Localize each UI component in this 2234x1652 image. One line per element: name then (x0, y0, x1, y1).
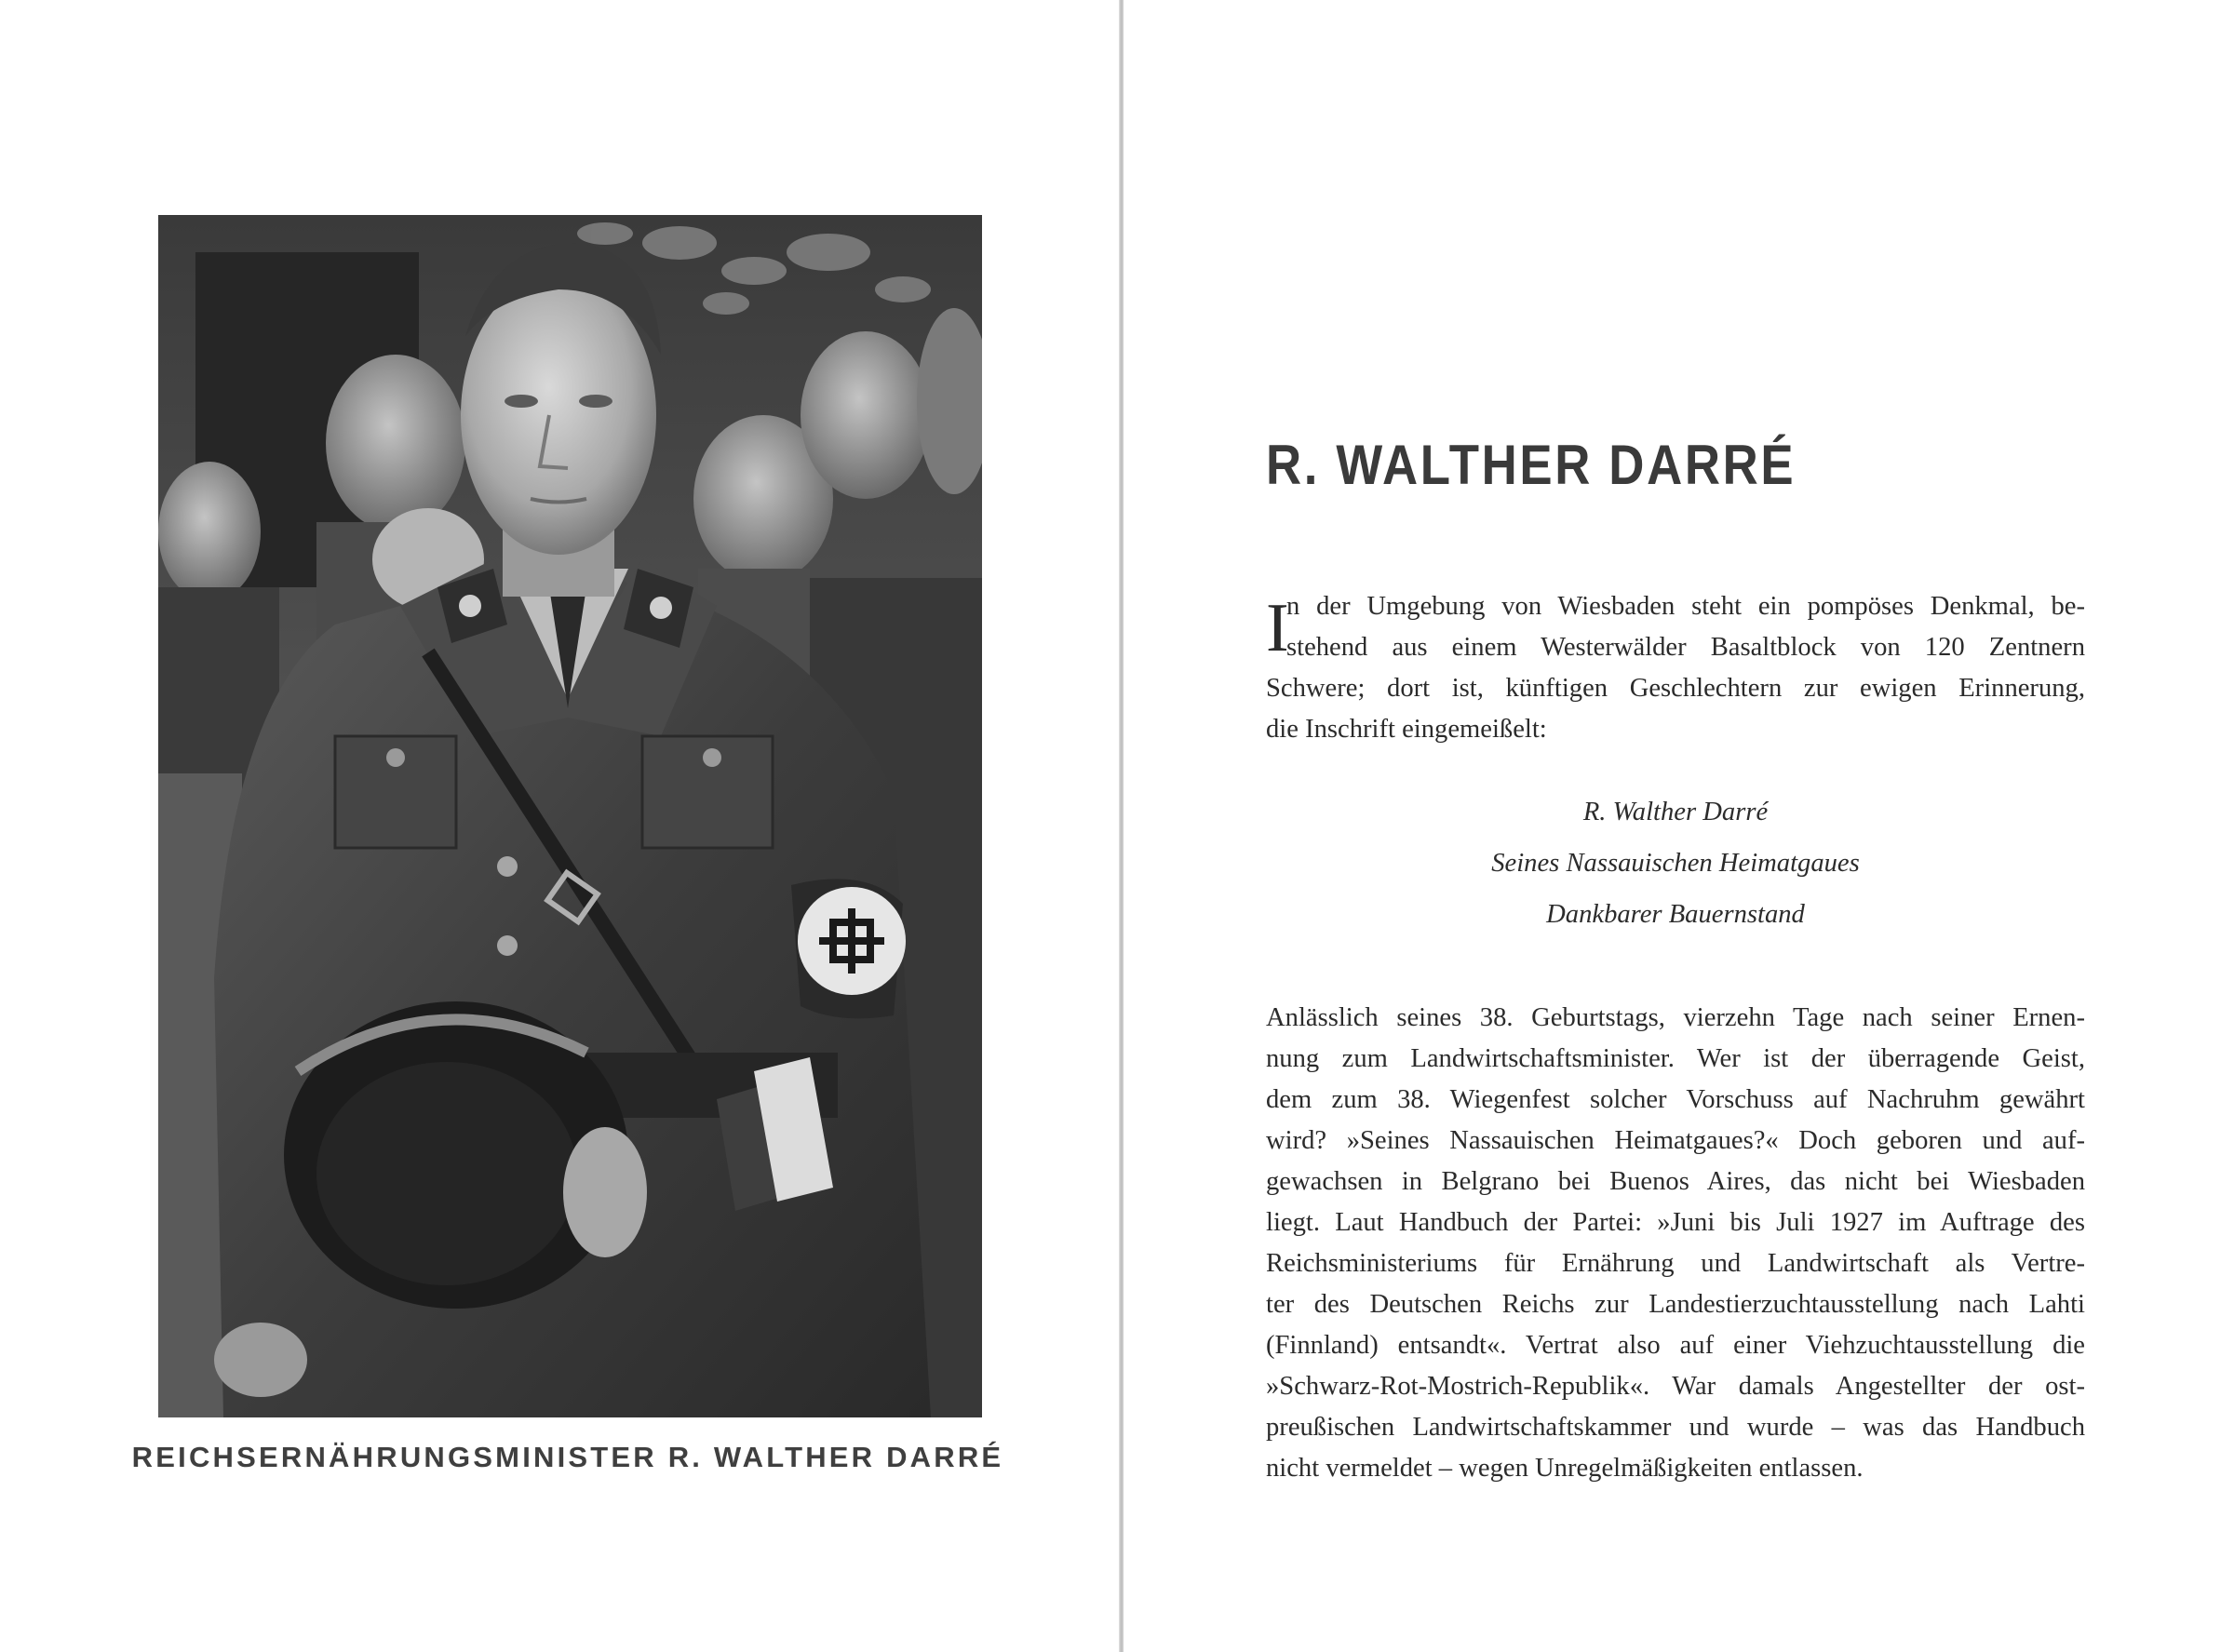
text-line: (Finnland) entsandt«. Vertrat also auf einer Viehzuchtausstellung die (1266, 1331, 2085, 1360)
text-line: gewachsen in Belgrano bei Buenos Aires, das nicht bei Wiesbaden (1266, 1167, 2085, 1196)
inscription-line: Dankbarer Bauernstand (1546, 900, 1805, 929)
photo-caption: REICHSERNÄHRUNGSMINISTER R. WALTHER DARRÉ (131, 1441, 1004, 1473)
portrait-photo-illustration (158, 215, 982, 1417)
text-line: n der Umgebung von Wiesbaden steht ein pompöses Denkmal, be- (1286, 592, 2085, 621)
text-line: Schwere; dort ist, künftigen Geschlechtern zur ewigen Erinnerung, (1266, 674, 2085, 703)
text-line: »Schwarz-Rot-Mostrich-Republik«. War damals Angestellter der ost- (1266, 1372, 2085, 1401)
text-line: Reichsministeriums für Ernährung und Landwirtschaft als Vertre- (1266, 1249, 2085, 1278)
text-line: wird? »Seines Nassauischen Heimatgaues?« Doch geboren und auf- (1266, 1126, 2085, 1155)
text-line: dem zum 38. Wiegenfest solcher Vorschuss auf Nachruhm gewährt (1266, 1085, 2085, 1114)
book-gutter (1119, 0, 1124, 1652)
text-line: ter des Deutschen Reichs zur Landestierzuchtausstellung nach Lahti (1266, 1290, 2085, 1319)
text-line: nicht vermeldet – wegen Unregelmäßigkeiten entlassen. (1266, 1454, 1864, 1483)
text-line: preußischen Landwirtschaftskammer und wurde – was das Handbuch (1266, 1413, 2085, 1442)
drop-cap-initial: I (1266, 590, 1289, 666)
paragraph-intro (1266, 586, 2085, 750)
text-line: Anlässlich seines 38. Geburtstags, vierzehn Tage nach seiner Ernen- (1266, 1003, 2085, 1032)
inscription-line: R. Walther Darré (1582, 798, 1769, 826)
text-line: die Inschrift eingemeißelt: (1266, 715, 1547, 744)
inscription-block (1266, 786, 2085, 940)
inscription-line: Seines Nassauischen Heimatgaues (1491, 849, 1860, 878)
chapter-title: R. WALTHER DARRÉ (1266, 434, 1797, 496)
text-line: stehend aus einem Westerwälder Basaltblock von 120 Zentnern (1286, 633, 2085, 662)
text-line: nung zum Landwirtschaftsminister. Wer ist der überragende Geist, (1266, 1044, 2085, 1073)
paragraph-biography (1266, 998, 2085, 1489)
text-line: liegt. Laut Handbuch der Partei: »Juni bis Juli 1927 im Auftrage des (1266, 1208, 2085, 1237)
portrait-photo (158, 215, 982, 1417)
